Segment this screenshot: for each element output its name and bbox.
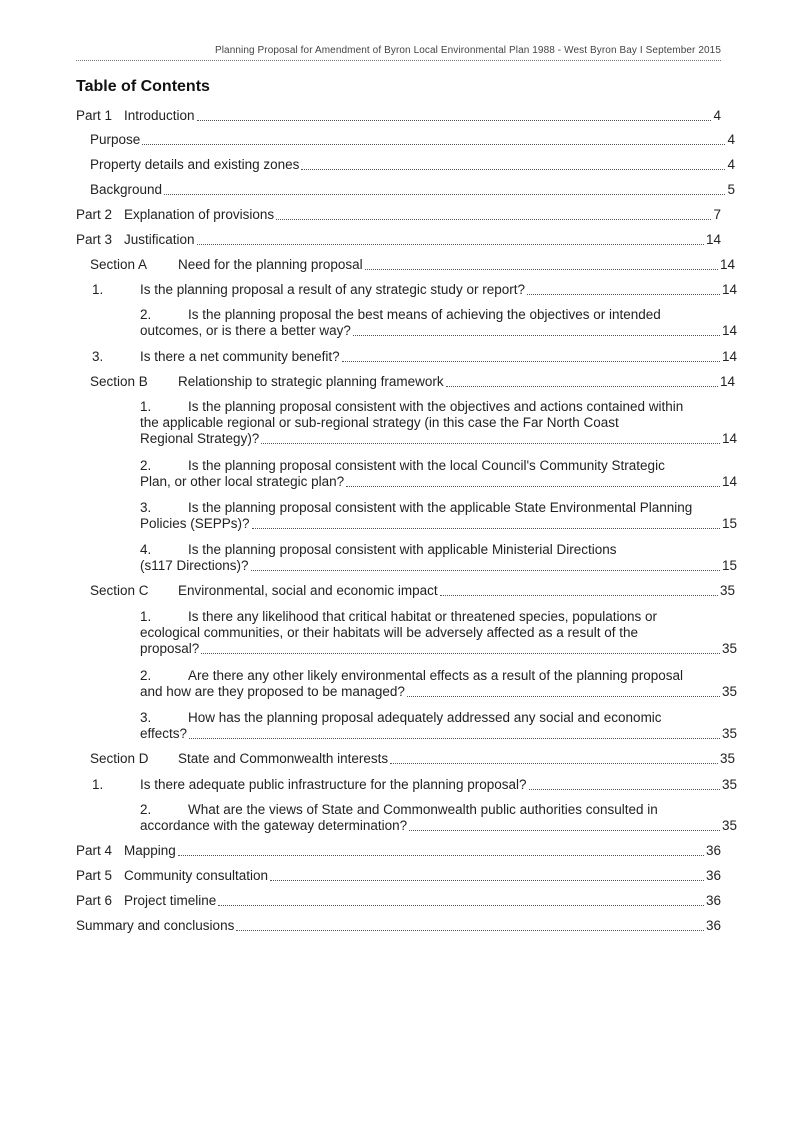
toc-entry-section-b-q2[interactable] [76,458,737,490]
toc-page-number: 35 [719,751,735,766]
toc-text: Are there any other likely environmental effects as a result of the planning proposal [188,668,684,683]
running-header: Planning Proposal for Amendment of Byron Local Environmental Plan 1988 - West Byron Bay I September 2015 [214,45,721,56]
toc-title: Table of Contents [76,78,210,95]
toc-number: Section C [90,583,149,598]
toc-text: Is there a net community benefit? [140,349,340,364]
toc-page-number: 7 [713,207,721,222]
toc-page-number: 36 [705,868,721,883]
toc-entry-section-c[interactable] [76,583,735,599]
leader-dots [270,880,704,881]
leader-dots [446,386,718,387]
toc-page-number: 35 [719,583,735,598]
toc-text: Justification [124,232,195,247]
leader-dots [527,294,720,295]
toc-number: 1. [92,777,104,792]
toc-text: Explanation of provisions [124,207,275,222]
toc-text: Mapping [124,843,176,858]
toc-number: 1. [92,282,104,297]
toc-number: Part 4 [76,843,113,858]
toc-entry-part-6[interactable] [76,893,721,909]
leader-dots [365,269,718,270]
toc-number: 2. [140,802,152,817]
toc-entry-section-a-q3[interactable] [76,349,737,365]
leader-dots [251,570,720,571]
leader-dots [164,194,725,195]
toc-page-number: 14 [721,474,737,489]
toc-text: Regional Strategy)? [140,431,260,446]
toc-entry-section-b-q4[interactable] [76,542,737,574]
toc-entry-summary[interactable] [76,918,721,934]
leader-dots [201,653,720,654]
toc-page-number: 14 [721,349,737,364]
toc-page-number: 35 [721,818,737,833]
leader-dots [276,219,711,220]
leader-dots [440,595,718,596]
toc-page-number: 4 [713,108,721,123]
toc-text: Is the planning proposal the best means of achieving the objectives or intended [188,307,661,322]
toc-page-number: 36 [705,893,721,908]
toc-number: Part 1 [76,108,113,123]
toc-number: 2. [140,458,152,473]
toc-number: Part 3 [76,232,113,247]
toc-text: Relationship to strategic planning framework [178,374,444,389]
toc-text: ecological communities, or their habitats will be adversely affected as a result of the [140,625,639,640]
leader-dots [390,763,718,764]
toc-text: Need for the planning proposal [178,257,363,272]
toc-number: 1. [140,399,152,414]
toc-entry-part-2[interactable] [76,207,721,223]
toc-entry-property-details[interactable] [76,157,735,173]
toc-number: Part 5 [76,868,113,883]
toc-page-number: 14 [705,232,721,247]
toc-text: Introduction [124,108,195,123]
toc-text: What are the views of State and Commonwealth public authorities consulted in [188,802,658,817]
toc-text: Purpose [90,132,141,147]
toc-page-number: 4 [727,157,735,172]
toc-entry-part-3[interactable] [76,232,721,248]
toc-page-number: 35 [721,726,737,741]
toc-page-number: 35 [721,777,737,792]
toc-text: (s117 Directions)? [140,558,249,573]
toc-text: Is the planning proposal a result of any strategic study or report? [140,282,525,297]
toc-number: Part 6 [76,893,113,908]
toc-text: State and Commonwealth interests [178,751,389,766]
toc-number: 3. [140,500,152,515]
toc-text: the applicable regional or sub-regional strategy (in this case the Far North Coast [140,415,619,430]
toc-text: proposal? [140,641,200,656]
toc-entry-section-c-q3[interactable] [76,710,737,742]
toc-page-number: 4 [727,132,735,147]
toc-entry-section-d-q2[interactable] [76,802,737,834]
toc-page-number: 5 [727,182,735,197]
toc-entry-section-c-q1[interactable] [76,609,737,657]
toc-entry-section-a-q2[interactable] [76,307,737,339]
toc-entry-section-d[interactable] [76,751,735,767]
toc-page-number: 35 [721,684,737,699]
toc-text: Is the planning proposal consistent with the applicable State Environmental Planning [188,500,693,515]
leader-dots [407,696,720,697]
toc-text: accordance with the gateway determination? [140,818,408,833]
toc-page-number: 36 [705,918,721,933]
toc-text: Property details and existing zones [90,157,300,172]
toc-entry-purpose[interactable] [76,132,735,148]
toc-entry-background[interactable] [76,182,735,198]
toc-text: Is there adequate public infrastructure for the planning proposal? [140,777,527,792]
toc-number: 1. [140,609,152,624]
toc-text: Policies (SEPPs)? [140,516,250,531]
toc-text: Summary and conclusions [76,918,235,933]
toc-text: Community consultation [124,868,269,883]
leader-dots [252,528,720,529]
toc-number: Section D [90,751,149,766]
toc-number: 2. [140,307,152,322]
toc-entry-section-b-q3[interactable] [76,500,737,532]
toc-entry-section-d-q1[interactable] [76,777,737,793]
leader-dots [342,361,720,362]
leader-dots [409,830,720,831]
toc-text: outcomes, or is there a better way? [140,323,351,338]
toc-entry-section-c-q2[interactable] [76,668,737,700]
toc-text: Plan, or other local strategic plan? [140,474,345,489]
toc-entry-part-5[interactable] [76,868,721,884]
toc-number: 2. [140,668,152,683]
toc-entry-section-a[interactable] [76,257,735,273]
toc-number: Section A [90,257,148,272]
toc-page-number: 14 [719,257,735,272]
toc-entry-part-4[interactable] [76,843,721,859]
toc-text: Is the planning proposal consistent with the local Council's Community Strategic [188,458,665,473]
toc-text: effects? [140,726,188,741]
toc-number: Section B [90,374,148,389]
toc-page-number: 14 [721,282,737,297]
toc-text: Environmental, social and economic impact [178,583,438,598]
toc-page-number: 35 [721,641,737,656]
toc-entry-section-b-q1[interactable] [76,399,737,447]
leader-dots [197,120,712,121]
toc-page-number: 14 [719,374,735,389]
leader-dots [346,486,720,487]
toc-page-number: 36 [705,843,721,858]
toc-page-number: 15 [721,516,737,531]
leader-dots [178,855,704,856]
toc-entry-part-1[interactable] [76,108,721,124]
leader-dots [142,144,725,145]
toc-text: Project timeline [124,893,217,908]
toc-text: Is there any likelihood that critical habitat or threatened species, populations or [188,609,658,624]
leader-dots [529,789,720,790]
leader-dots [353,335,720,336]
leader-dots [301,169,725,170]
leader-dots [236,930,704,931]
leader-dots [197,244,704,245]
leader-dots [189,738,720,739]
toc-page-number: 14 [721,323,737,338]
toc-page-number: 15 [721,558,737,573]
toc-entry-section-b[interactable] [76,374,735,390]
toc-text: Is the planning proposal consistent with applicable Ministerial Directions [188,542,617,557]
toc-text: How has the planning proposal adequately addressed any social and economic [188,710,662,725]
toc-number: 3. [140,710,152,725]
toc-text: and how are they proposed to be managed? [140,684,405,699]
toc-text: Is the planning proposal consistent with the objectives and actions contained within [188,399,684,414]
leader-dots [218,905,704,906]
leader-dots [261,443,720,444]
toc-number: 4. [140,542,152,557]
header-divider [76,60,721,61]
toc-number: Part 2 [76,207,113,222]
toc-page-number: 14 [721,431,737,446]
toc-text: Background [90,182,163,197]
toc-number: 3. [92,349,104,364]
toc-entry-section-a-q1[interactable] [76,282,737,298]
